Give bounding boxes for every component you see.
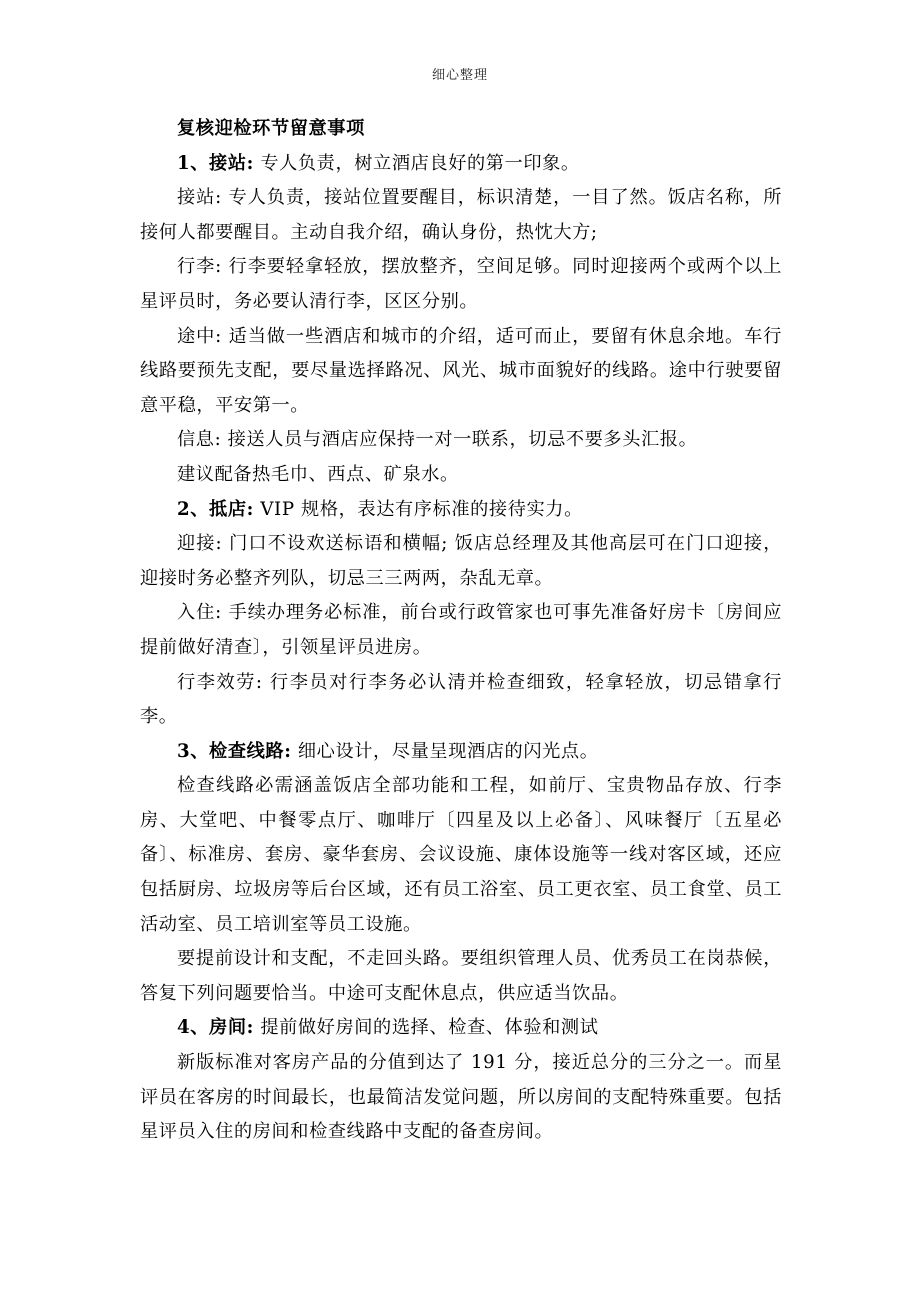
paragraph: 要提前设计和支配，不走回头路。要组织管理人员、优秀员工在岗恭候，答复下列问题要恰当。中途可支配休息点，供应适当饮品。 — [140, 948, 782, 1004]
paragraph: 接站: 专人负责，接站位置要醒目，标识清楚，一目了然。饭店名称，所接何人都要醒目。主动自我介绍，确认身份，热忱大方; — [140, 187, 782, 243]
section-lead: 2、抵店: — [177, 498, 254, 520]
section-heading-2 — [140, 493, 782, 528]
paragraph: 行李效劳: 行李员对行李务必认清并检查细致，轻拿轻放，切忌错拿行李。 — [140, 671, 782, 728]
paragraph: 建议配备热毛巾、西点、矿泉水。 — [177, 463, 459, 485]
section-lead: 4、房间: — [177, 1017, 254, 1039]
paragraph: 信息: 接送人员与酒店应保持一对一联系，切忌不要多头汇报。 — [177, 429, 698, 451]
paragraph-text: 细心设计，尽量呈现酒店的闪光点。 — [291, 740, 599, 762]
paragraph: 检查线路必需涵盖饭店全部功能和工程，如前厅、宝贵物品存放、行李房、大堂吧、中餐零点厅、咖啡厅〔四星及以上必备〕、风味餐厅〔五星必备〕、标准房、套房、豪华套房、会议设施、康体设施等一线对客区域，还应包括厨房、垃圾房等后台区域，还有员工浴室、员工更衣室、员工食堂、员工活动室、员工培训室等员工设施。 — [140, 775, 782, 935]
paragraph: 新版标准对客房产品的分值到达了 191 分，接近总分的三分之一。而星评员在客房的时间最长，也最简洁发觉问题，所以房间的支配特殊重要。包括星评员入住的房间和检查线路中支配的备查房间。 — [140, 1052, 782, 1143]
paragraph-text: VIP 规格，表达有序标准的接待实力。 — [253, 498, 583, 520]
section-heading-4 — [140, 1011, 782, 1046]
paragraph: 途中: 适当做一些酒店和城市的介绍，适可而止，要留有休息余地。车行线路要预先支配，要尽量选择路况、风光、城市面貌好的线路。途中行驶要留意平稳，平安第一。 — [140, 325, 782, 416]
paragraph-text: 提前做好房间的选择、检查、体验和测试 — [253, 1017, 599, 1039]
page-header: 细心整理 — [431, 68, 488, 83]
paragraph: 迎接: 门口不设欢送标语和横幅; 饭店总经理及其他高层可在门口迎接，迎接时务必整齐列队，切忌三三两两，杂乱无章。 — [140, 533, 782, 589]
section-heading-1 — [140, 147, 782, 182]
paragraph: 入住: 手续办理务必标准，前台或行政管家也可事先准备好房卡〔房间应提前做好清查〕，引领星评员进房。 — [140, 602, 782, 658]
paragraph: 行李: 行李要轻拿轻放，摆放整齐，空间足够。同时迎接两个或两个以上星评员时，务必要认清行李，区区分别。 — [140, 256, 782, 312]
section-heading-3 — [140, 735, 782, 770]
section-lead: 3、检查线路: — [177, 740, 292, 762]
document-body — [140, 112, 782, 1150]
section-lead: 1、接站: — [177, 152, 254, 174]
paragraph-text: 专人负责，树立酒店良好的第一印象。 — [253, 152, 580, 174]
document-title: 复核迎检环节留意事项 — [177, 118, 365, 139]
